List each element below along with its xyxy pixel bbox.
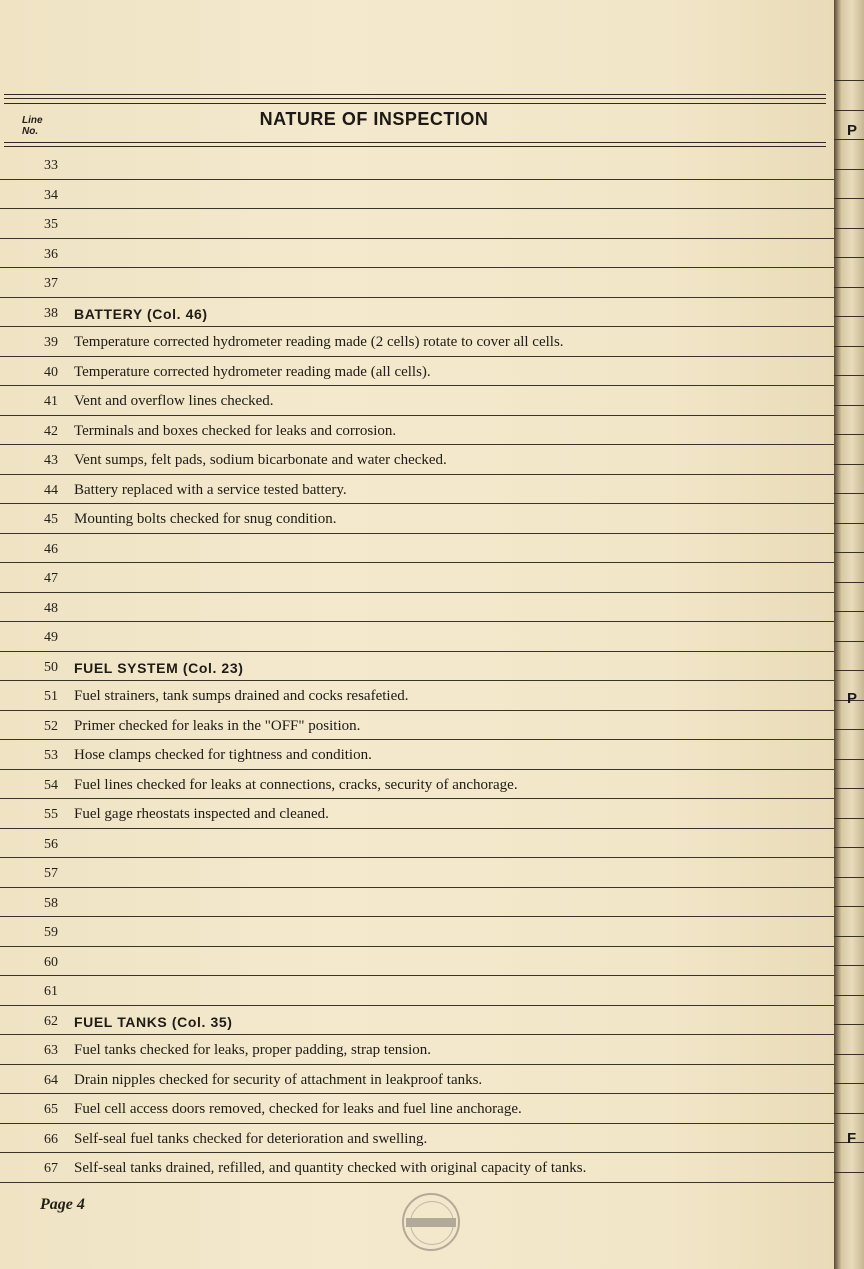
line-number: 46 xyxy=(44,541,58,557)
line-number: 65 xyxy=(44,1102,58,1117)
table-row xyxy=(0,1006,834,1036)
line-number: 34 xyxy=(44,187,58,203)
line-number: 56 xyxy=(44,836,58,852)
table-row xyxy=(0,947,834,977)
table-row xyxy=(0,711,834,741)
edge-rule xyxy=(834,375,864,376)
table-row xyxy=(0,976,834,1006)
line-number: 36 xyxy=(44,246,58,262)
table-row xyxy=(0,799,834,829)
edge-rule xyxy=(834,316,864,317)
table-row xyxy=(0,445,834,475)
table-row xyxy=(0,504,834,534)
inspection-item-text: Drain nipples checked for security of attachment in leakproof tanks. xyxy=(74,1071,483,1088)
table-row xyxy=(0,681,834,711)
line-number: 57 xyxy=(44,866,58,881)
edge-rule xyxy=(834,1172,864,1173)
edge-rule xyxy=(834,1054,864,1055)
edge-rule xyxy=(834,493,864,494)
inspection-item-text: Terminals and boxes checked for leaks and corrosion. xyxy=(74,422,397,439)
line-number: 62 xyxy=(44,1013,58,1029)
edge-rule xyxy=(834,965,864,966)
edge-rule xyxy=(834,80,864,81)
edge-rule xyxy=(834,936,864,937)
line-number: 44 xyxy=(44,482,58,498)
inspection-item-text: Fuel strainers, tank sumps drained and cocks resafetied. xyxy=(74,688,409,704)
edge-rule xyxy=(834,611,864,612)
header-bottom-rule-2 xyxy=(4,146,826,147)
edge-letter: F xyxy=(847,1130,857,1147)
inspection-item-text: Battery replaced with a service tested battery. xyxy=(74,481,347,498)
edge-rule xyxy=(834,788,864,789)
edge-rule xyxy=(834,906,864,907)
table-row xyxy=(0,239,834,269)
line-number: 42 xyxy=(44,423,58,439)
table-row xyxy=(0,180,834,210)
inspection-item-text: Vent and overflow lines checked. xyxy=(74,393,274,409)
table-row xyxy=(0,1094,834,1124)
line-number: 52 xyxy=(44,718,58,734)
line-number: 55 xyxy=(44,807,58,822)
line-number: 43 xyxy=(44,453,58,468)
inspection-item-text: Fuel lines checked for leaks at connections, cracks, security of anchorage. xyxy=(74,776,518,793)
line-number: 67 xyxy=(44,1161,58,1176)
edge-rule xyxy=(834,464,864,465)
table-row xyxy=(0,150,834,180)
table-row xyxy=(0,740,834,770)
edge-rule xyxy=(834,995,864,996)
inspection-item-text: Fuel gage rheostats inspected and cleaned. xyxy=(74,806,329,822)
edge-rule xyxy=(834,1083,864,1084)
inspection-item-text: Mounting bolts checked for snug condition. xyxy=(74,511,337,527)
collection-stamp-logo xyxy=(402,1193,460,1251)
edge-rule xyxy=(834,1113,864,1114)
edge-rule xyxy=(834,729,864,730)
table-row xyxy=(0,652,834,682)
line-number: 40 xyxy=(44,364,58,380)
line-number: 58 xyxy=(44,895,58,911)
line-number: 37 xyxy=(44,276,58,291)
inspection-item-text: Fuel cell access doors removed, checked for leaks and fuel line anchorage. xyxy=(74,1101,522,1117)
edge-rule xyxy=(834,552,864,553)
edge-rule xyxy=(834,641,864,642)
page-number: Page 4 xyxy=(40,1196,85,1213)
header-top-rule-2 xyxy=(4,98,826,99)
table-row xyxy=(0,563,834,593)
edge-rule xyxy=(834,523,864,524)
inspection-item-text: Temperature corrected hydrometer reading made (all cells). xyxy=(74,363,431,380)
table-row xyxy=(0,593,834,623)
table-row xyxy=(0,209,834,239)
inspection-item-text: Self-seal tanks drained, refilled, and quantity checked with original capacity of tanks. xyxy=(74,1160,587,1176)
edge-rule xyxy=(834,405,864,406)
page-title: NATURE OF INSPECTION xyxy=(259,109,489,129)
edge-letter: P xyxy=(847,690,858,707)
line-number: 41 xyxy=(44,394,58,409)
table-row xyxy=(0,888,834,918)
inspection-item-text: Primer checked for leaks in the "OFF" position. xyxy=(74,717,361,734)
line-number: 49 xyxy=(44,630,58,645)
edge-letter: P xyxy=(847,122,858,139)
line-number: 33 xyxy=(44,158,58,173)
inspection-item-text: Vent sumps, felt pads, sodium bicarbonate and water checked. xyxy=(74,452,447,468)
edge-rule xyxy=(834,346,864,347)
line-number: 59 xyxy=(44,925,58,940)
edge-rule xyxy=(834,139,864,140)
line-number: 61 xyxy=(44,984,58,999)
line-number: 64 xyxy=(44,1072,58,1088)
table-row xyxy=(0,829,834,859)
table-row xyxy=(0,770,834,800)
line-number: 53 xyxy=(44,748,58,763)
table-row xyxy=(0,386,834,416)
table-row xyxy=(0,917,834,947)
inspection-item-text: Fuel tanks checked for leaks, proper padding, strap tension. xyxy=(74,1042,431,1058)
stamp-band xyxy=(406,1218,456,1227)
inspection-item-text: Temperature corrected hydrometer reading made (2 cells) rotate to cover all cells. xyxy=(74,334,564,350)
edge-rule xyxy=(834,287,864,288)
table-row xyxy=(0,327,834,357)
line-number: 50 xyxy=(44,659,58,675)
line-number: 60 xyxy=(44,954,58,970)
edge-rule xyxy=(834,877,864,878)
edge-rule xyxy=(834,670,864,671)
line-number: 47 xyxy=(44,571,58,586)
section-heading: FUEL SYSTEM (Col. 23) xyxy=(74,659,244,676)
header-top-rule-1 xyxy=(4,94,826,95)
edge-rule xyxy=(834,847,864,848)
section-heading: FUEL TANKS (Col. 35) xyxy=(74,1013,233,1030)
table-row xyxy=(0,475,834,505)
table-row xyxy=(0,1153,834,1183)
table-row xyxy=(0,1035,834,1065)
edge-rule xyxy=(834,110,864,111)
column-header-line: Line xyxy=(22,115,43,126)
edge-rule xyxy=(834,257,864,258)
edge-rule xyxy=(834,228,864,229)
section-heading: BATTERY (Col. 46) xyxy=(74,305,208,322)
line-number: 66 xyxy=(44,1131,58,1147)
column-header-no: No. xyxy=(22,126,39,137)
edge-rule xyxy=(834,582,864,583)
adjacent-page-edge xyxy=(834,0,864,1269)
edge-rule xyxy=(834,759,864,760)
inspection-table xyxy=(0,150,834,1183)
table-row xyxy=(0,1124,834,1154)
header-bottom-rule-1 xyxy=(4,142,826,143)
inspection-item-text: Hose clamps checked for tightness and condition. xyxy=(74,747,372,763)
table-row xyxy=(0,416,834,446)
line-number: 45 xyxy=(44,512,58,527)
table-row xyxy=(0,357,834,387)
inspection-item-text: Self-seal fuel tanks checked for deterioration and swelling. xyxy=(74,1130,428,1147)
table-row xyxy=(0,1065,834,1095)
line-number: 51 xyxy=(44,689,58,704)
edge-rule xyxy=(834,1024,864,1025)
table-row xyxy=(0,268,834,298)
table-row xyxy=(0,622,834,652)
line-number: 48 xyxy=(44,600,58,616)
line-number: 38 xyxy=(44,305,58,321)
edge-rule xyxy=(834,198,864,199)
line-number: 35 xyxy=(44,217,58,232)
table-row xyxy=(0,534,834,564)
header-top-rule-3 xyxy=(4,103,826,104)
table-row xyxy=(0,298,834,328)
line-number: 39 xyxy=(44,335,58,350)
table-row xyxy=(0,858,834,888)
line-number: 63 xyxy=(44,1043,58,1058)
edge-rule xyxy=(834,169,864,170)
edge-rule xyxy=(834,434,864,435)
edge-rule xyxy=(834,818,864,819)
line-number: 54 xyxy=(44,777,58,793)
